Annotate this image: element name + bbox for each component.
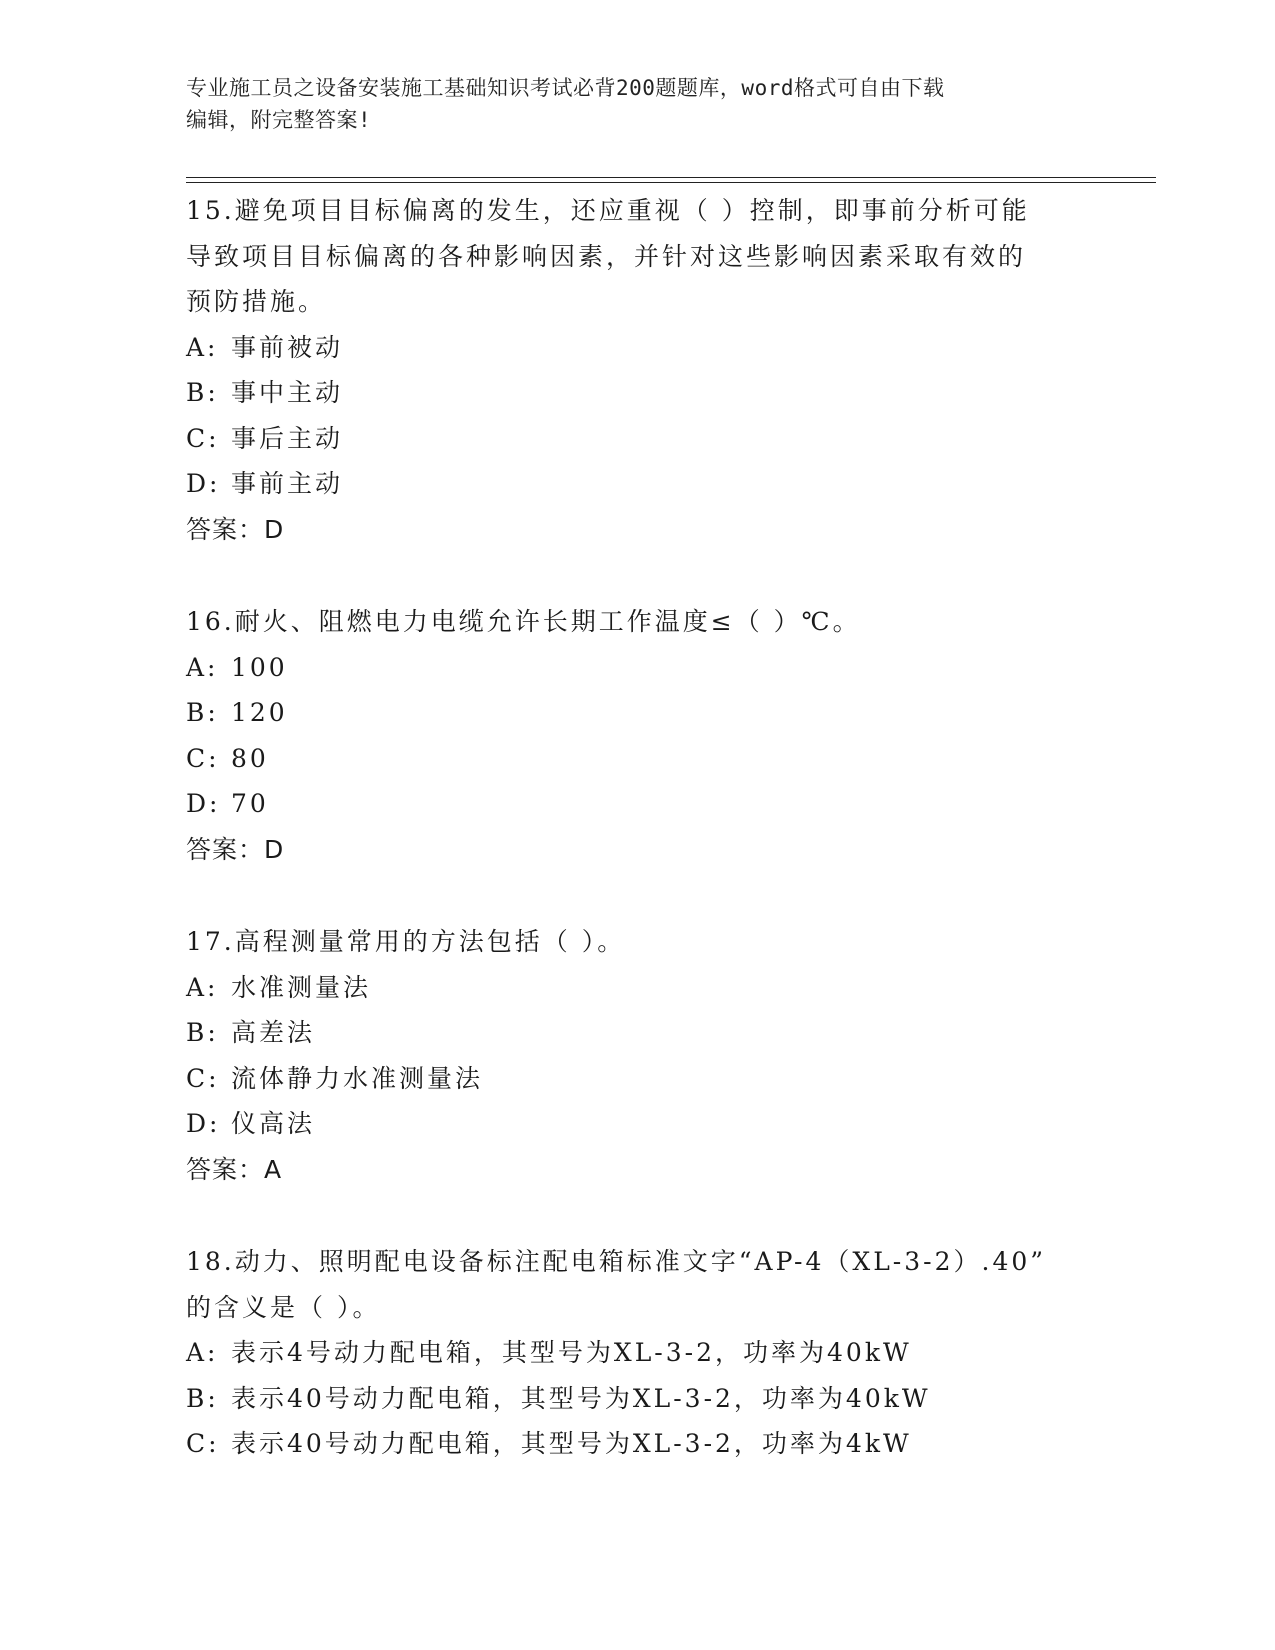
option-c <box>186 1056 1086 1102</box>
option-key: B: <box>186 1018 219 1047</box>
question-list <box>186 188 1086 1514</box>
option-text: 仪高法 <box>231 1109 316 1138</box>
option-d <box>186 461 1086 507</box>
option-c <box>186 1421 1086 1467</box>
option-text: 事中主动 <box>231 378 344 407</box>
option-text: 100 <box>231 652 288 682</box>
question-16 <box>186 599 1086 872</box>
question-stem-line: 16.耐火、阻燃电力电缆允许长期工作温度≤（ ）℃。 <box>186 607 861 636</box>
option-text: 高差法 <box>231 1018 316 1047</box>
option-key: B: <box>186 1383 219 1413</box>
option-key: A: <box>186 972 219 1002</box>
option-a <box>186 325 1086 371</box>
option-text: 水准测量法 <box>231 972 372 1002</box>
option-key: A: <box>186 652 219 682</box>
question-stem-line: 15.避免项目目标偏离的发生，还应重视（ ）控制，即事前分析可能 <box>186 196 1030 225</box>
option-d <box>186 1101 1086 1147</box>
option-key: D: <box>186 469 221 498</box>
option-key: C: <box>186 423 220 453</box>
option-key: B: <box>186 698 219 727</box>
option-key: C: <box>186 743 220 773</box>
option-text: 事前被动 <box>231 332 344 362</box>
question-18 <box>186 1239 1086 1467</box>
option-d <box>186 781 1086 827</box>
option-text: 事前主动 <box>231 469 344 498</box>
answer-line: 答案：A <box>186 1154 283 1184</box>
option-key: D: <box>186 789 221 818</box>
option-key: D: <box>186 1109 221 1138</box>
option-b <box>186 1376 1086 1422</box>
option-text: 流体静力水准测量法 <box>231 1063 484 1093</box>
option-b <box>186 690 1086 736</box>
document-header <box>186 72 1066 136</box>
option-text: 表示40号动力配电箱，其型号为XL-3-2，功率为4kW <box>231 1429 912 1458</box>
option-key: A: <box>186 332 219 362</box>
option-b <box>186 370 1086 416</box>
option-text: 表示4号动力配电箱，其型号为XL-3-2，功率为40kW <box>231 1338 912 1367</box>
header-divider-top <box>186 177 1156 178</box>
option-key: C: <box>186 1429 220 1458</box>
option-b <box>186 1010 1086 1056</box>
question-15 <box>186 188 1086 552</box>
option-text: 120 <box>231 698 288 727</box>
question-stem-line: 17.高程测量常用的方法包括（ ）。 <box>186 927 626 956</box>
option-a <box>186 645 1086 691</box>
option-text: 表示40号动力配电箱，其型号为XL-3-2，功率为40kW <box>231 1383 931 1413</box>
option-c <box>186 416 1086 462</box>
header-line-1: 专业施工员之设备安装施工基础知识考试必背200题题库，word格式可自由下载 <box>186 76 945 100</box>
option-text: 事后主动 <box>231 423 344 453</box>
option-a <box>186 1330 1086 1376</box>
header-divider-bottom <box>186 182 1156 183</box>
option-key: C: <box>186 1063 220 1093</box>
answer-line: 答案：D <box>186 514 285 544</box>
option-text: 70 <box>231 789 269 818</box>
question-17 <box>186 919 1086 1192</box>
answer-line: 答案：D <box>186 834 285 864</box>
question-stem-line: 导致项目目标偏离的各种影响因素，并针对这些影响因素采取有效的 <box>186 241 1027 271</box>
option-key: B: <box>186 378 219 407</box>
header-line-2: 编辑，附完整答案! <box>186 108 372 132</box>
question-stem-line: 的含义是（ ）。 <box>186 1292 381 1322</box>
question-stem-line: 18.动力、照明配电设备标注配电箱标准文字“AP-4（XL-3-2）.40” <box>186 1247 1047 1276</box>
question-stem-line: 预防措施。 <box>186 287 327 316</box>
option-a <box>186 965 1086 1011</box>
option-key: A: <box>186 1338 219 1367</box>
option-c <box>186 736 1086 782</box>
option-text: 80 <box>231 743 269 773</box>
